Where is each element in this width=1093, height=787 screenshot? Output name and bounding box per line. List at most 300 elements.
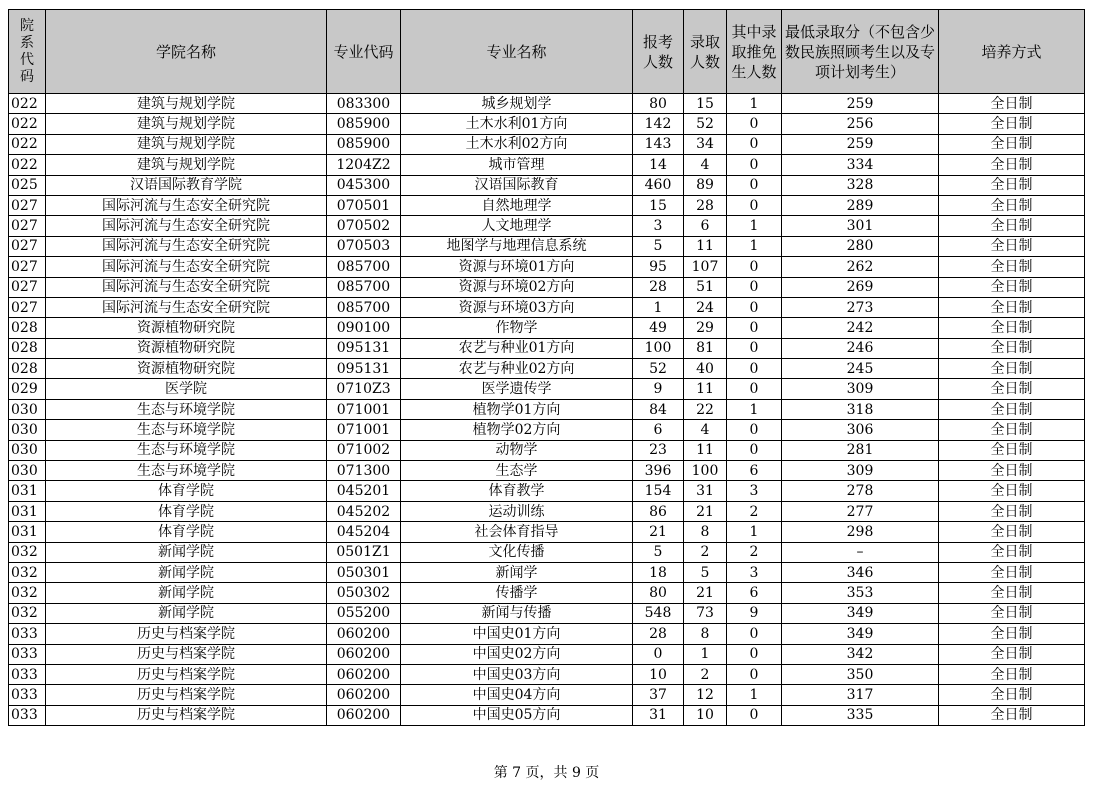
cell-college: 汉语国际教育学院 <box>46 175 327 195</box>
cell-applicants: 10 <box>633 664 684 684</box>
cell-major: 中国史03方向 <box>401 664 633 684</box>
cell-applicants: 95 <box>633 257 684 277</box>
cell-major: 体育教学 <box>401 481 633 501</box>
table-row <box>9 542 1085 562</box>
cell-college: 新闻学院 <box>46 583 327 603</box>
cell-major-code: 071002 <box>327 440 401 460</box>
cell-min-score: 350 <box>782 664 939 684</box>
cell-min-score: 256 <box>782 114 939 134</box>
cell-admitted: 21 <box>684 501 727 521</box>
cell-mode: 全日制 <box>939 603 1085 623</box>
cell-mode: 全日制 <box>939 297 1085 317</box>
cell-applicants: 15 <box>633 195 684 215</box>
cell-major: 新闻与传播 <box>401 603 633 623</box>
cell-admitted: 1 <box>684 644 727 664</box>
cell-applicants: 52 <box>633 359 684 379</box>
cell-major: 城乡规划学 <box>401 94 633 114</box>
cell-admitted: 29 <box>684 318 727 338</box>
cell-major: 社会体育指导 <box>401 522 633 542</box>
cell-major-code: 060200 <box>327 705 401 725</box>
cell-major: 资源与环境02方向 <box>401 277 633 297</box>
cell-major: 汉语国际教育 <box>401 175 633 195</box>
cell-admitted: 2 <box>684 542 727 562</box>
cell-major: 人文地理学 <box>401 216 633 236</box>
table-row <box>9 685 1085 705</box>
table-row <box>9 420 1085 440</box>
table-row <box>9 175 1085 195</box>
cell-dept-code: 029 <box>9 379 46 399</box>
table-row <box>9 318 1085 338</box>
table-row <box>9 338 1085 358</box>
cell-college: 建筑与规划学院 <box>46 134 327 154</box>
cell-exempt: 0 <box>727 705 782 725</box>
cell-exempt: 0 <box>727 359 782 379</box>
cell-college: 国际河流与生态安全研究院 <box>46 277 327 297</box>
cell-min-score: 306 <box>782 420 939 440</box>
table-row <box>9 603 1085 623</box>
cell-admitted: 28 <box>684 195 727 215</box>
table-row <box>9 155 1085 175</box>
table-row <box>9 277 1085 297</box>
cell-min-score: 342 <box>782 644 939 664</box>
cell-major-code: 050301 <box>327 562 401 582</box>
cell-mode: 全日制 <box>939 94 1085 114</box>
cell-dept-code: 022 <box>9 114 46 134</box>
cell-applicants: 548 <box>633 603 684 623</box>
cell-mode: 全日制 <box>939 134 1085 154</box>
cell-exempt: 1 <box>727 216 782 236</box>
table-row <box>9 359 1085 379</box>
cell-mode: 全日制 <box>939 562 1085 582</box>
cell-applicants: 28 <box>633 277 684 297</box>
cell-college: 新闻学院 <box>46 603 327 623</box>
cell-mode: 全日制 <box>939 155 1085 175</box>
cell-dept-code: 031 <box>9 522 46 542</box>
cell-admitted: 11 <box>684 440 727 460</box>
cell-applicants: 84 <box>633 399 684 419</box>
cell-college: 医学院 <box>46 379 327 399</box>
cell-exempt: 6 <box>727 461 782 481</box>
cell-min-score: 334 <box>782 155 939 175</box>
cell-major: 生态学 <box>401 461 633 481</box>
cell-major-code: 050302 <box>327 583 401 603</box>
cell-college: 国际河流与生态安全研究院 <box>46 257 327 277</box>
cell-college: 建筑与规划学院 <box>46 155 327 175</box>
cell-admitted: 22 <box>684 399 727 419</box>
cell-dept-code: 027 <box>9 257 46 277</box>
cell-dept-code: 022 <box>9 94 46 114</box>
cell-major: 中国史04方向 <box>401 685 633 705</box>
table-body <box>9 94 1085 726</box>
cell-min-score: 280 <box>782 236 939 256</box>
table-row <box>9 664 1085 684</box>
cell-exempt: 0 <box>727 297 782 317</box>
cell-applicants: 28 <box>633 624 684 644</box>
cell-exempt: 9 <box>727 603 782 623</box>
cell-exempt: 1 <box>727 94 782 114</box>
cell-min-score: 259 <box>782 94 939 114</box>
cell-min-score: 346 <box>782 562 939 582</box>
admissions-table <box>8 9 1085 726</box>
cell-dept-code: 033 <box>9 644 46 664</box>
cell-mode: 全日制 <box>939 583 1085 603</box>
cell-dept-code: 027 <box>9 216 46 236</box>
cell-dept-code: 032 <box>9 562 46 582</box>
cell-applicants: 18 <box>633 562 684 582</box>
cell-min-score: 317 <box>782 685 939 705</box>
cell-college: 体育学院 <box>46 522 327 542</box>
table-row <box>9 399 1085 419</box>
cell-min-score: 245 <box>782 359 939 379</box>
cell-applicants: 1 <box>633 297 684 317</box>
cell-dept-code: 030 <box>9 420 46 440</box>
cell-major: 自然地理学 <box>401 195 633 215</box>
cell-exempt: 0 <box>727 134 782 154</box>
cell-mode: 全日制 <box>939 399 1085 419</box>
table-row <box>9 644 1085 664</box>
table-row <box>9 624 1085 644</box>
header-exempt: 其中录取推免生人数 <box>727 10 782 94</box>
cell-dept-code: 027 <box>9 297 46 317</box>
cell-applicants: 14 <box>633 155 684 175</box>
cell-min-score: 335 <box>782 705 939 725</box>
table-row <box>9 440 1085 460</box>
cell-admitted: 31 <box>684 481 727 501</box>
header-major: 专业名称 <box>401 10 633 94</box>
cell-major-code: 085700 <box>327 277 401 297</box>
cell-major: 资源与环境01方向 <box>401 257 633 277</box>
cell-applicants: 80 <box>633 94 684 114</box>
cell-major-code: 070502 <box>327 216 401 236</box>
cell-min-score: 277 <box>782 501 939 521</box>
cell-college: 历史与档案学院 <box>46 705 327 725</box>
cell-major-code: 083300 <box>327 94 401 114</box>
cell-college: 历史与档案学院 <box>46 664 327 684</box>
cell-major-code: 085700 <box>327 297 401 317</box>
cell-major: 城市管理 <box>401 155 633 175</box>
cell-dept-code: 028 <box>9 338 46 358</box>
cell-dept-code: 028 <box>9 318 46 338</box>
cell-major: 农艺与种业02方向 <box>401 359 633 379</box>
cell-admitted: 24 <box>684 297 727 317</box>
cell-dept-code: 022 <box>9 134 46 154</box>
cell-dept-code: 031 <box>9 481 46 501</box>
cell-min-score: 269 <box>782 277 939 297</box>
cell-major-code: 0501Z1 <box>327 542 401 562</box>
cell-mode: 全日制 <box>939 359 1085 379</box>
table-header-row <box>9 10 1085 94</box>
cell-min-score: 349 <box>782 603 939 623</box>
cell-dept-code: 027 <box>9 195 46 215</box>
cell-dept-code: 033 <box>9 664 46 684</box>
cell-major: 地图学与地理信息系统 <box>401 236 633 256</box>
cell-applicants: 5 <box>633 542 684 562</box>
cell-major-code: 1204Z2 <box>327 155 401 175</box>
cell-exempt: 1 <box>727 522 782 542</box>
cell-mode: 全日制 <box>939 195 1085 215</box>
cell-major: 植物学01方向 <box>401 399 633 419</box>
cell-college: 建筑与规划学院 <box>46 94 327 114</box>
table-row <box>9 297 1085 317</box>
cell-major: 医学遗传学 <box>401 379 633 399</box>
cell-college: 生态与环境学院 <box>46 420 327 440</box>
cell-exempt: 0 <box>727 114 782 134</box>
cell-exempt: 1 <box>727 685 782 705</box>
cell-admitted: 107 <box>684 257 727 277</box>
cell-admitted: 21 <box>684 583 727 603</box>
cell-college: 资源植物研究院 <box>46 318 327 338</box>
cell-min-score: 353 <box>782 583 939 603</box>
cell-college: 国际河流与生态安全研究院 <box>46 195 327 215</box>
cell-min-score: 259 <box>782 134 939 154</box>
cell-min-score: 242 <box>782 318 939 338</box>
cell-major: 植物学02方向 <box>401 420 633 440</box>
cell-exempt: 0 <box>727 155 782 175</box>
cell-admitted: 34 <box>684 134 727 154</box>
cell-exempt: 0 <box>727 440 782 460</box>
cell-college: 资源植物研究院 <box>46 338 327 358</box>
cell-min-score: 246 <box>782 338 939 358</box>
cell-dept-code: 032 <box>9 583 46 603</box>
cell-exempt: 0 <box>727 277 782 297</box>
cell-exempt: 6 <box>727 583 782 603</box>
cell-major: 传播学 <box>401 583 633 603</box>
cell-college: 生态与环境学院 <box>46 461 327 481</box>
cell-admitted: 81 <box>684 338 727 358</box>
cell-mode: 全日制 <box>939 420 1085 440</box>
cell-dept-code: 027 <box>9 277 46 297</box>
header-admitted: 录取人数 <box>684 10 727 94</box>
cell-min-score: 309 <box>782 461 939 481</box>
cell-mode: 全日制 <box>939 461 1085 481</box>
cell-exempt: 1 <box>727 236 782 256</box>
cell-college: 体育学院 <box>46 501 327 521</box>
cell-admitted: 8 <box>684 624 727 644</box>
cell-dept-code: 032 <box>9 542 46 562</box>
cell-college: 新闻学院 <box>46 542 327 562</box>
cell-college: 国际河流与生态安全研究院 <box>46 236 327 256</box>
cell-mode: 全日制 <box>939 522 1085 542</box>
cell-mode: 全日制 <box>939 644 1085 664</box>
header-college: 学院名称 <box>46 10 327 94</box>
cell-mode: 全日制 <box>939 277 1085 297</box>
cell-exempt: 0 <box>727 338 782 358</box>
cell-exempt: 2 <box>727 501 782 521</box>
cell-college: 生态与环境学院 <box>46 440 327 460</box>
cell-mode: 全日制 <box>939 664 1085 684</box>
header-applicants: 报考人数 <box>633 10 684 94</box>
cell-dept-code: 025 <box>9 175 46 195</box>
table-row <box>9 257 1085 277</box>
cell-min-score: – <box>782 542 939 562</box>
cell-applicants: 143 <box>633 134 684 154</box>
cell-admitted: 10 <box>684 705 727 725</box>
cell-dept-code: 033 <box>9 624 46 644</box>
cell-major-code: 070503 <box>327 236 401 256</box>
cell-applicants: 142 <box>633 114 684 134</box>
header-dept-code: 院系代码 <box>9 10 46 94</box>
cell-admitted: 15 <box>684 94 727 114</box>
cell-mode: 全日制 <box>939 542 1085 562</box>
cell-mode: 全日制 <box>939 705 1085 725</box>
cell-major: 作物学 <box>401 318 633 338</box>
cell-dept-code: 027 <box>9 236 46 256</box>
cell-college: 历史与档案学院 <box>46 624 327 644</box>
cell-applicants: 31 <box>633 705 684 725</box>
cell-major: 运动训练 <box>401 501 633 521</box>
cell-major-code: 071001 <box>327 399 401 419</box>
cell-major: 土木水利02方向 <box>401 134 633 154</box>
table-row <box>9 461 1085 481</box>
cell-admitted: 2 <box>684 664 727 684</box>
table-row <box>9 216 1085 236</box>
cell-mode: 全日制 <box>939 481 1085 501</box>
cell-college: 新闻学院 <box>46 562 327 582</box>
table-row <box>9 522 1085 542</box>
cell-min-score: 273 <box>782 297 939 317</box>
cell-applicants: 5 <box>633 236 684 256</box>
cell-major-code: 085700 <box>327 257 401 277</box>
cell-mode: 全日制 <box>939 501 1085 521</box>
cell-college: 历史与档案学院 <box>46 685 327 705</box>
table-row <box>9 705 1085 725</box>
cell-applicants: 21 <box>633 522 684 542</box>
cell-college: 国际河流与生态安全研究院 <box>46 297 327 317</box>
cell-dept-code: 030 <box>9 440 46 460</box>
cell-mode: 全日制 <box>939 236 1085 256</box>
cell-admitted: 52 <box>684 114 727 134</box>
table-row <box>9 94 1085 114</box>
cell-exempt: 0 <box>727 420 782 440</box>
cell-admitted: 89 <box>684 175 727 195</box>
cell-admitted: 11 <box>684 236 727 256</box>
table-row <box>9 134 1085 154</box>
cell-mode: 全日制 <box>939 257 1085 277</box>
cell-major-code: 090100 <box>327 318 401 338</box>
cell-min-score: 349 <box>782 624 939 644</box>
cell-major: 中国史01方向 <box>401 624 633 644</box>
cell-major-code: 045204 <box>327 522 401 542</box>
cell-applicants: 460 <box>633 175 684 195</box>
cell-major-code: 085900 <box>327 134 401 154</box>
cell-exempt: 0 <box>727 644 782 664</box>
table-row <box>9 583 1085 603</box>
table-row <box>9 236 1085 256</box>
cell-applicants: 9 <box>633 379 684 399</box>
cell-min-score: 278 <box>782 481 939 501</box>
cell-exempt: 0 <box>727 624 782 644</box>
cell-major-code: 095131 <box>327 338 401 358</box>
cell-exempt: 3 <box>727 481 782 501</box>
cell-major-code: 085900 <box>327 114 401 134</box>
cell-exempt: 3 <box>727 562 782 582</box>
cell-major-code: 095131 <box>327 359 401 379</box>
cell-major-code: 071001 <box>327 420 401 440</box>
cell-major-code: 060200 <box>327 664 401 684</box>
cell-mode: 全日制 <box>939 379 1085 399</box>
cell-mode: 全日制 <box>939 114 1085 134</box>
cell-applicants: 23 <box>633 440 684 460</box>
cell-major-code: 045202 <box>327 501 401 521</box>
cell-min-score: 289 <box>782 195 939 215</box>
cell-mode: 全日制 <box>939 175 1085 195</box>
cell-major-code: 060200 <box>327 685 401 705</box>
cell-min-score: 318 <box>782 399 939 419</box>
cell-dept-code: 022 <box>9 155 46 175</box>
cell-major-code: 0710Z3 <box>327 379 401 399</box>
cell-major: 文化传播 <box>401 542 633 562</box>
cell-applicants: 100 <box>633 338 684 358</box>
cell-admitted: 11 <box>684 379 727 399</box>
cell-admitted: 51 <box>684 277 727 297</box>
cell-min-score: 298 <box>782 522 939 542</box>
cell-dept-code: 033 <box>9 685 46 705</box>
cell-major-code: 060200 <box>327 624 401 644</box>
cell-applicants: 3 <box>633 216 684 236</box>
table-row <box>9 114 1085 134</box>
cell-mode: 全日制 <box>939 216 1085 236</box>
cell-exempt: 0 <box>727 318 782 338</box>
cell-mode: 全日制 <box>939 685 1085 705</box>
cell-applicants: 6 <box>633 420 684 440</box>
cell-major-code: 060200 <box>327 644 401 664</box>
cell-exempt: 1 <box>727 399 782 419</box>
table-row <box>9 501 1085 521</box>
cell-dept-code: 030 <box>9 399 46 419</box>
cell-exempt: 0 <box>727 195 782 215</box>
cell-applicants: 396 <box>633 461 684 481</box>
cell-major: 动物学 <box>401 440 633 460</box>
cell-major-code: 045300 <box>327 175 401 195</box>
cell-applicants: 80 <box>633 583 684 603</box>
cell-dept-code: 030 <box>9 461 46 481</box>
cell-applicants: 49 <box>633 318 684 338</box>
cell-admitted: 40 <box>684 359 727 379</box>
cell-admitted: 12 <box>684 685 727 705</box>
cell-major-code: 045201 <box>327 481 401 501</box>
cell-exempt: 0 <box>727 257 782 277</box>
table-row <box>9 379 1085 399</box>
cell-admitted: 73 <box>684 603 727 623</box>
cell-college: 生态与环境学院 <box>46 399 327 419</box>
cell-major: 土木水利01方向 <box>401 114 633 134</box>
cell-min-score: 309 <box>782 379 939 399</box>
cell-min-score: 301 <box>782 216 939 236</box>
cell-dept-code: 028 <box>9 359 46 379</box>
cell-admitted: 8 <box>684 522 727 542</box>
page-number: 第 7 页，共 9 页 <box>493 765 600 781</box>
cell-major: 中国史05方向 <box>401 705 633 725</box>
cell-college: 历史与档案学院 <box>46 644 327 664</box>
table-row <box>9 481 1085 501</box>
cell-major-code: 055200 <box>327 603 401 623</box>
header-mode: 培养方式 <box>939 10 1085 94</box>
table-row <box>9 195 1085 215</box>
cell-exempt: 0 <box>727 379 782 399</box>
cell-dept-code: 031 <box>9 501 46 521</box>
cell-dept-code: 032 <box>9 603 46 623</box>
cell-college: 国际河流与生态安全研究院 <box>46 216 327 236</box>
cell-mode: 全日制 <box>939 318 1085 338</box>
cell-major: 农艺与种业01方向 <box>401 338 633 358</box>
cell-applicants: 37 <box>633 685 684 705</box>
cell-mode: 全日制 <box>939 624 1085 644</box>
cell-applicants: 86 <box>633 501 684 521</box>
cell-major-code: 071300 <box>327 461 401 481</box>
cell-min-score: 281 <box>782 440 939 460</box>
cell-admitted: 6 <box>684 216 727 236</box>
cell-admitted: 100 <box>684 461 727 481</box>
